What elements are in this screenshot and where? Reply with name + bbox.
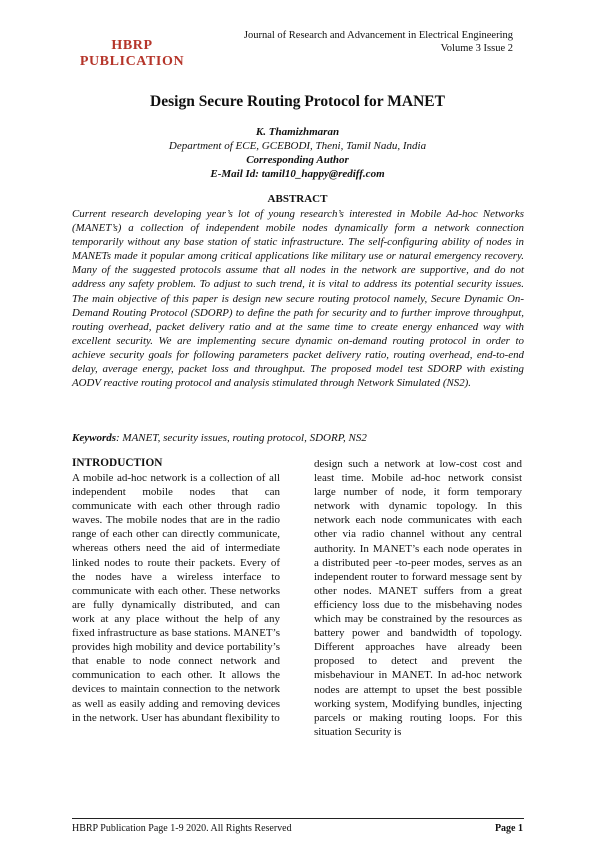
keywords-text: : MANET, security issues, routing protocol, SDORP, NS2: [116, 432, 367, 444]
page-number: Page 1: [494, 823, 523, 834]
corresponding-author-label: Corresponding Author: [246, 154, 349, 166]
abstract-text: Current research developing year’s lot of young research’s interested in Mobile Ad-hoc Networks (MANET’s) a collection of independent mobile nodes dynamically form a network connection temporarily without any base station of static infrastructure. The self-configuring ability of nodes in MANETs made it popular among critical applications like military use or natural emergency recovery. Many of the suggested protocols assume that all nodes in the network are supportive, and do not address any safety problem. To adjust to such trend, it is vital to address its potential security issues. The main objective of this paper is design new secure routing protocol namely, Secure Dynamic On-Demand Routing Protocol (SDORP) to define the path for security and to further improve throughput, routing overhead, packet delivery ratio and at the same time to create energy enhanced way with excellent security. We are implementing secure dynamic on-demand routing protocol in order to achieve security goals for following parameters packet delivery ratio, routing overhead, end-to-end delay, average energy, packet loss and throughput. The proposed model test SDORP with existing AODV reactive routing protocol and analysis stimulated through Network Simulated (NS2).: [72, 208, 524, 390]
paper-title: Design Secure Routing Protocol for MANET: [150, 93, 445, 110]
author-email: E-Mail Id: tamil10_happy@rediff.com: [210, 168, 385, 180]
logo-line-2: PUBLICATION: [79, 54, 185, 69]
logo-line-1: HBRP: [111, 38, 153, 53]
abstract-heading: ABSTRACT: [267, 193, 328, 205]
volume-issue: Volume 3 Issue 2: [440, 42, 513, 54]
keywords-label: Keywords: [72, 432, 116, 444]
journal-header: [244, 30, 513, 55]
author-affiliation: Department of ECE, GCEBODI, Theni, Tamil Nadu, India: [168, 140, 427, 152]
introduction-left-column: A mobile ad-hoc network is a collection of all independent mobile nodes that can communicate with each other through radio waves. The mobile nodes that are in the radio range of each other can directly communicate, whereas others need the aid of intermediate linked nodes to route their packets. Every of the nodes have a wireless interface to communicate with each other. These networks are fully dynamically distributed, and can work at any place without the help of any fixed infrastructure as base stations. MANET’s provides high mobility and device portability’s that enable to node connect network and communication to each other. It allows the devices to maintain connection to the network as well as easily adding and removing devices in the network. User has abundant flexibility to: [72, 472, 280, 724]
author-name: K. Thamizhmaran: [255, 126, 340, 138]
introduction-heading: INTRODUCTION: [72, 457, 163, 469]
footer-divider: [72, 818, 524, 819]
journal-name: Journal of Research and Advancement in Electrical Engineering: [243, 30, 513, 41]
footer-copyright: HBRP Publication Page 1-9 2020. All Rights Reserved: [72, 823, 292, 834]
publisher-logo: [72, 38, 192, 70]
keywords: [72, 431, 524, 445]
introduction-right-column: design such a network at low-cost cost and least time. Mobile ad-hoc network consist large number of node, it form temporary network with dynamic topology. In this network each node communicates with each other via radio channel without any central authority. In MANET’s each node operates in a distributed peer -to-peer modes, serves as an independent router to forward message sent by other nodes. MANET suffers from a great efficiency loss due to the misbehaving nodes which may be constrained by the resources as battery power and bandwidth of topology. Different approaches have already been proposed to detect and prevent the misbehaviour in MANET. In ad-hoc network nodes are attempt to upset the best possible working system, Modifying bundles, injecting parcels or making routing loops. For this situation Security is: [314, 458, 522, 738]
